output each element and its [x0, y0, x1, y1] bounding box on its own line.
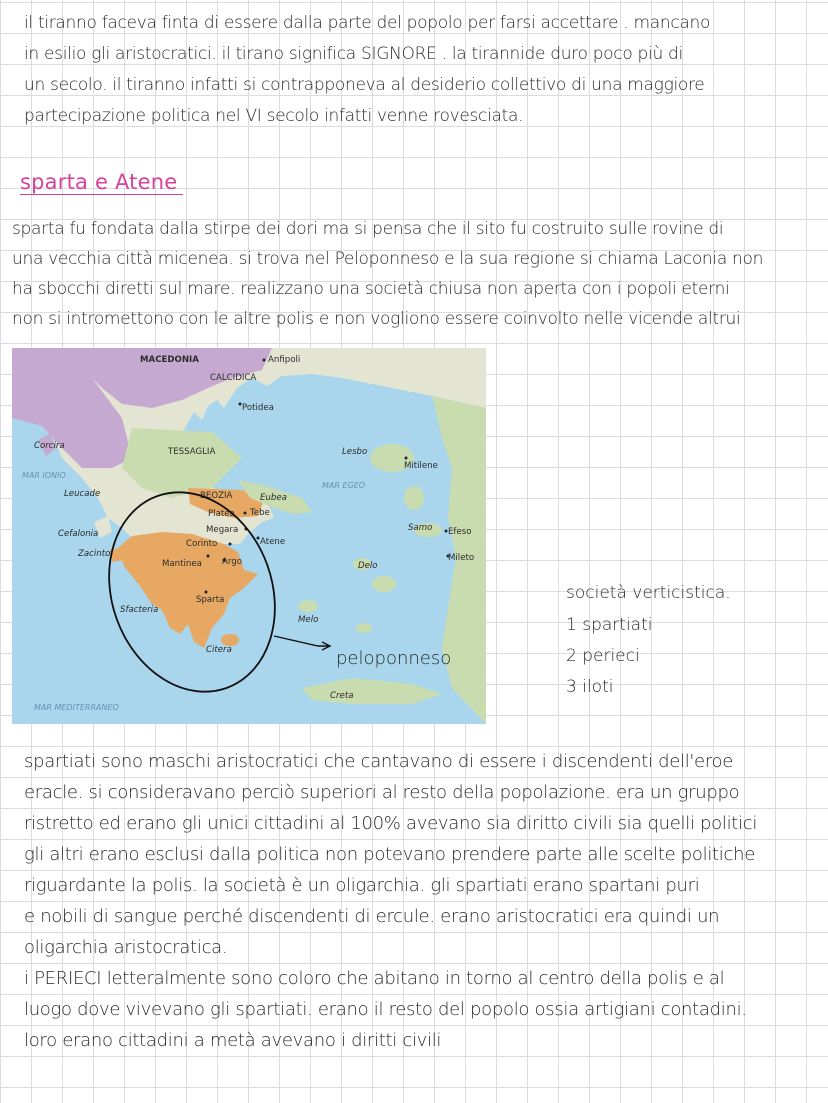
sea-label: MAR IONIO: [22, 471, 66, 480]
place-label: Creta: [330, 691, 354, 701]
place-label: Cefalonia: [58, 529, 99, 539]
section-heading: sparta e Atene: [20, 170, 183, 195]
place-label: Platea: [208, 509, 235, 519]
society-item: 1 spartiati: [566, 615, 653, 635]
society-item: 3 iloti: [566, 677, 614, 697]
society-title: società verticistica.: [566, 583, 731, 603]
sea-label: MAR EGEO: [322, 481, 366, 490]
text-line: spartiati sono maschi aristocratici che cantavano di essere i discendenti dell'eroe: [24, 751, 734, 772]
text-line: eracle. si consideravano perciò superiori al resto della popolazione. era un gruppo: [24, 782, 740, 803]
sea-label: MAR MEDITERRANEO: [34, 703, 119, 712]
place-label: Atene: [260, 537, 286, 547]
text-line: gli altri erano esclusi dalla politica non potevano prendere parte alle scelte politiche: [24, 844, 755, 865]
thera-island: [356, 623, 372, 633]
text-line: e nobili di sangue perché discendenti di ercule. erano aristocratici era quindi un: [24, 906, 720, 927]
place-label: Tebe: [250, 508, 270, 518]
place-label: Sparta: [196, 595, 225, 605]
place-label: Anfipoli: [268, 355, 301, 365]
place-label: Lesbo: [342, 447, 368, 457]
region-label: BEOZIA: [200, 491, 233, 501]
text-line: loro erano cittadini a metà avevano i diritti civili: [24, 1030, 442, 1051]
text-line: ristretto ed erano gli unici cittadini al 100% avevano sia diritto civili sia quelli politici: [24, 813, 758, 834]
region-label: TESSAGLIA: [168, 447, 216, 457]
place-label: Citera: [206, 645, 232, 655]
place-label: Mitilene: [404, 461, 438, 471]
place-label: Megara: [206, 525, 239, 535]
peloponnese-region: [118, 532, 258, 648]
text-line: non si intromettono con le altre polis e non vogliono essere coinvolto nelle vicende altrui: [12, 309, 741, 329]
place-label: Argo: [222, 557, 242, 567]
text-line: il tiranno faceva finta di essere dalla parte del popolo per farsi accettare . mancano: [24, 13, 711, 33]
place-label: Leucade: [64, 489, 101, 499]
text-line: oligarchia aristocratica.: [24, 937, 228, 958]
place-label: Samo: [408, 523, 433, 533]
text-line: in esilio gli aristocratici. il tirano significa SIGNORE . la tirannide duro poco più di: [24, 44, 683, 64]
region-label: MACEDONIA: [140, 355, 199, 365]
place-label: Sfacteria: [120, 605, 159, 615]
place-label: Delo: [358, 561, 378, 571]
text-line: i PERIECI letteralmente sono coloro che abitano in torno al centro della polis e al: [24, 968, 725, 989]
place-label: Melo: [298, 615, 319, 625]
place-label: Corinto: [186, 539, 218, 549]
place-label: Zacinto: [78, 549, 111, 559]
rodi-island: [450, 622, 470, 646]
text-line: luogo dove vivevano gli spartiati. erano il resto del popolo ossia artigiani contadini.: [24, 999, 747, 1020]
text-line: sparta fu fondata dalla stirpe dei dori ma si pensa che il sito fu costruito sulle rovine di: [12, 219, 724, 239]
text-line: una vecchia città micenea. si trova nel Peloponneso e la sua regione si chiama Laconia non: [12, 249, 764, 269]
place-label: Potidea: [242, 403, 274, 413]
text-line: un secolo. il tiranno infatti si contrapponeva al desiderio collettivo di una maggiore: [24, 75, 705, 95]
chios-island: [404, 486, 424, 510]
melo-island: [298, 600, 318, 612]
text-line: ha sbocchi diretti sul mare. realizzano una società chiusa non aperta con i popoli eterni: [12, 279, 730, 299]
place-label: Efeso: [448, 527, 472, 537]
text-line: partecipazione politica nel VI secolo infatti venne rovesciata.: [24, 106, 524, 126]
annotation-arrow: [274, 636, 328, 646]
text-line: riguardante la polis. la società è un oligarchia. gli spartiati erano spartani puri: [24, 875, 700, 896]
region-label: CALCIDICA: [210, 373, 257, 383]
place-label: Corcira: [34, 441, 65, 451]
place-label: Mantinea: [162, 559, 202, 569]
naxos-island: [372, 576, 396, 592]
place-label: Eubea: [260, 493, 287, 503]
place-label: Mileto: [448, 553, 475, 563]
society-item: 2 perieci: [566, 646, 640, 666]
peloponnese-annotation: peloponneso: [336, 648, 452, 669]
creta-island: [302, 678, 442, 704]
